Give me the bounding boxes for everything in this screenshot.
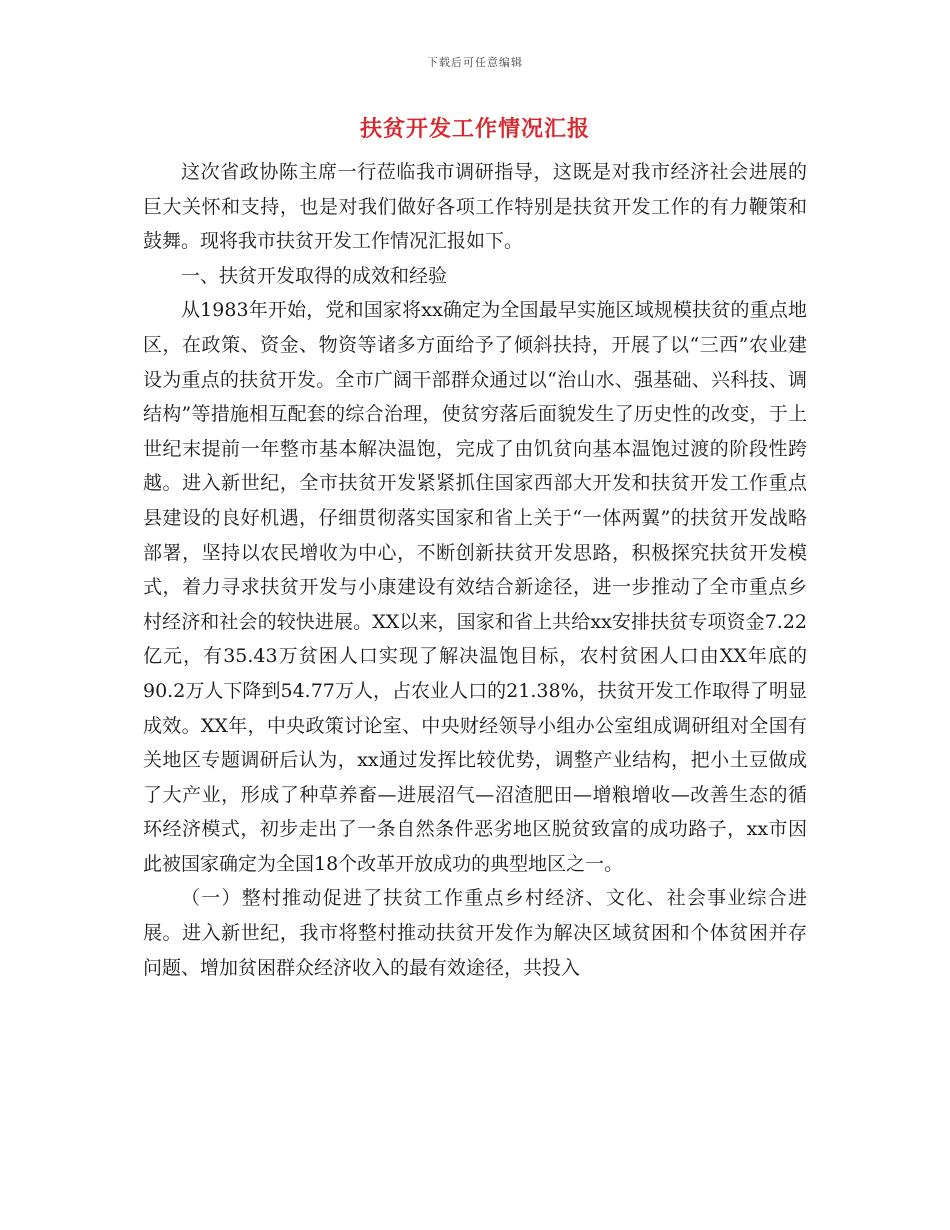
- section-heading: 一、扶贫开发取得的成效和经验: [181, 264, 448, 287]
- achievements-paragraph: 从1983年开始，党和国家将xx确定为全国最早实施区域规模扶贫的重点地区，在政策、资金、物资等诸多方面给予了倾斜扶持，开展了以“三西”农业建设为重点的扶贫开发。全市广阔干部群众通过以“治山水、强基础、兴科技、调结构”等措施相互配套的综合治理，使贫穷落后面貌发生了历史性的改变，于上世纪末提前一年整市基本解决温饱，完成了由饥贫向基本温饱过渡的阶段性跨越。进入新世纪，全市扶贫开发紧紧抓住国家西部大开发和扶贫开发工作重点县建设的良好机遇，仔细贯彻落实国家和省上关于“一体两翼”的扶贫开发战略部署，坚持以农民增收为中心，不断创新扶贫开发思路，积极探究扶贫开发模式，着力寻求扶贫开发与小康建设有效结合新途径，进一步推动了全市重点乡村经济和社会的较快进展。XX以来，国家和省上共给xx安排扶贫专项资金7.22亿元，有35.43万贫困人口实现了解决温饱目标，农村贫困人口由XX年底的90.2万人下降到54.77万人，占农业人口的21.38%，扶贫开发工作取得了明显成效。XX年，中央政策讨论室、中央财经领导小组办公室组成调研组对全国有关地区专题调研后认为，xx通过发挥比较优势，调整产业结构，把小土豆做成了大产业，形成了种草养畜—进展沼气—沼渣肥田—增粮增收—改善生态的循环经济模式，初步走出了一条自然条件恶劣地区脱贫致富的成功路子，xx市因此被国家确定为全国18个改革开放成功的典型地区之一。: [143, 299, 807, 875]
- page-header-note: 下载后可任意编辑: [427, 56, 523, 69]
- document-title: 扶贫开发工作情况汇报: [359, 116, 590, 142]
- intro-paragraph: 这次省政协陈主席一行莅临我市调研指导，这既是对我市经济社会进展的巨大关怀和支持，也是对我们做好各项工作特别是扶贫开发工作的有力鞭策和鼓舞。现将我市扶贫开发工作情况汇报如下。: [143, 161, 807, 253]
- document-body: [143, 155, 807, 985]
- subsection-paragraph: （一）整村推动促进了扶贫工作重点乡村经济、文化、社会事业综合进展。进入新世纪，我市将整村推动扶贫开发作为解决区域贫困和个体贫困并存问题、增加贫困群众经济收入的最有效途径，共投入: [143, 887, 807, 979]
